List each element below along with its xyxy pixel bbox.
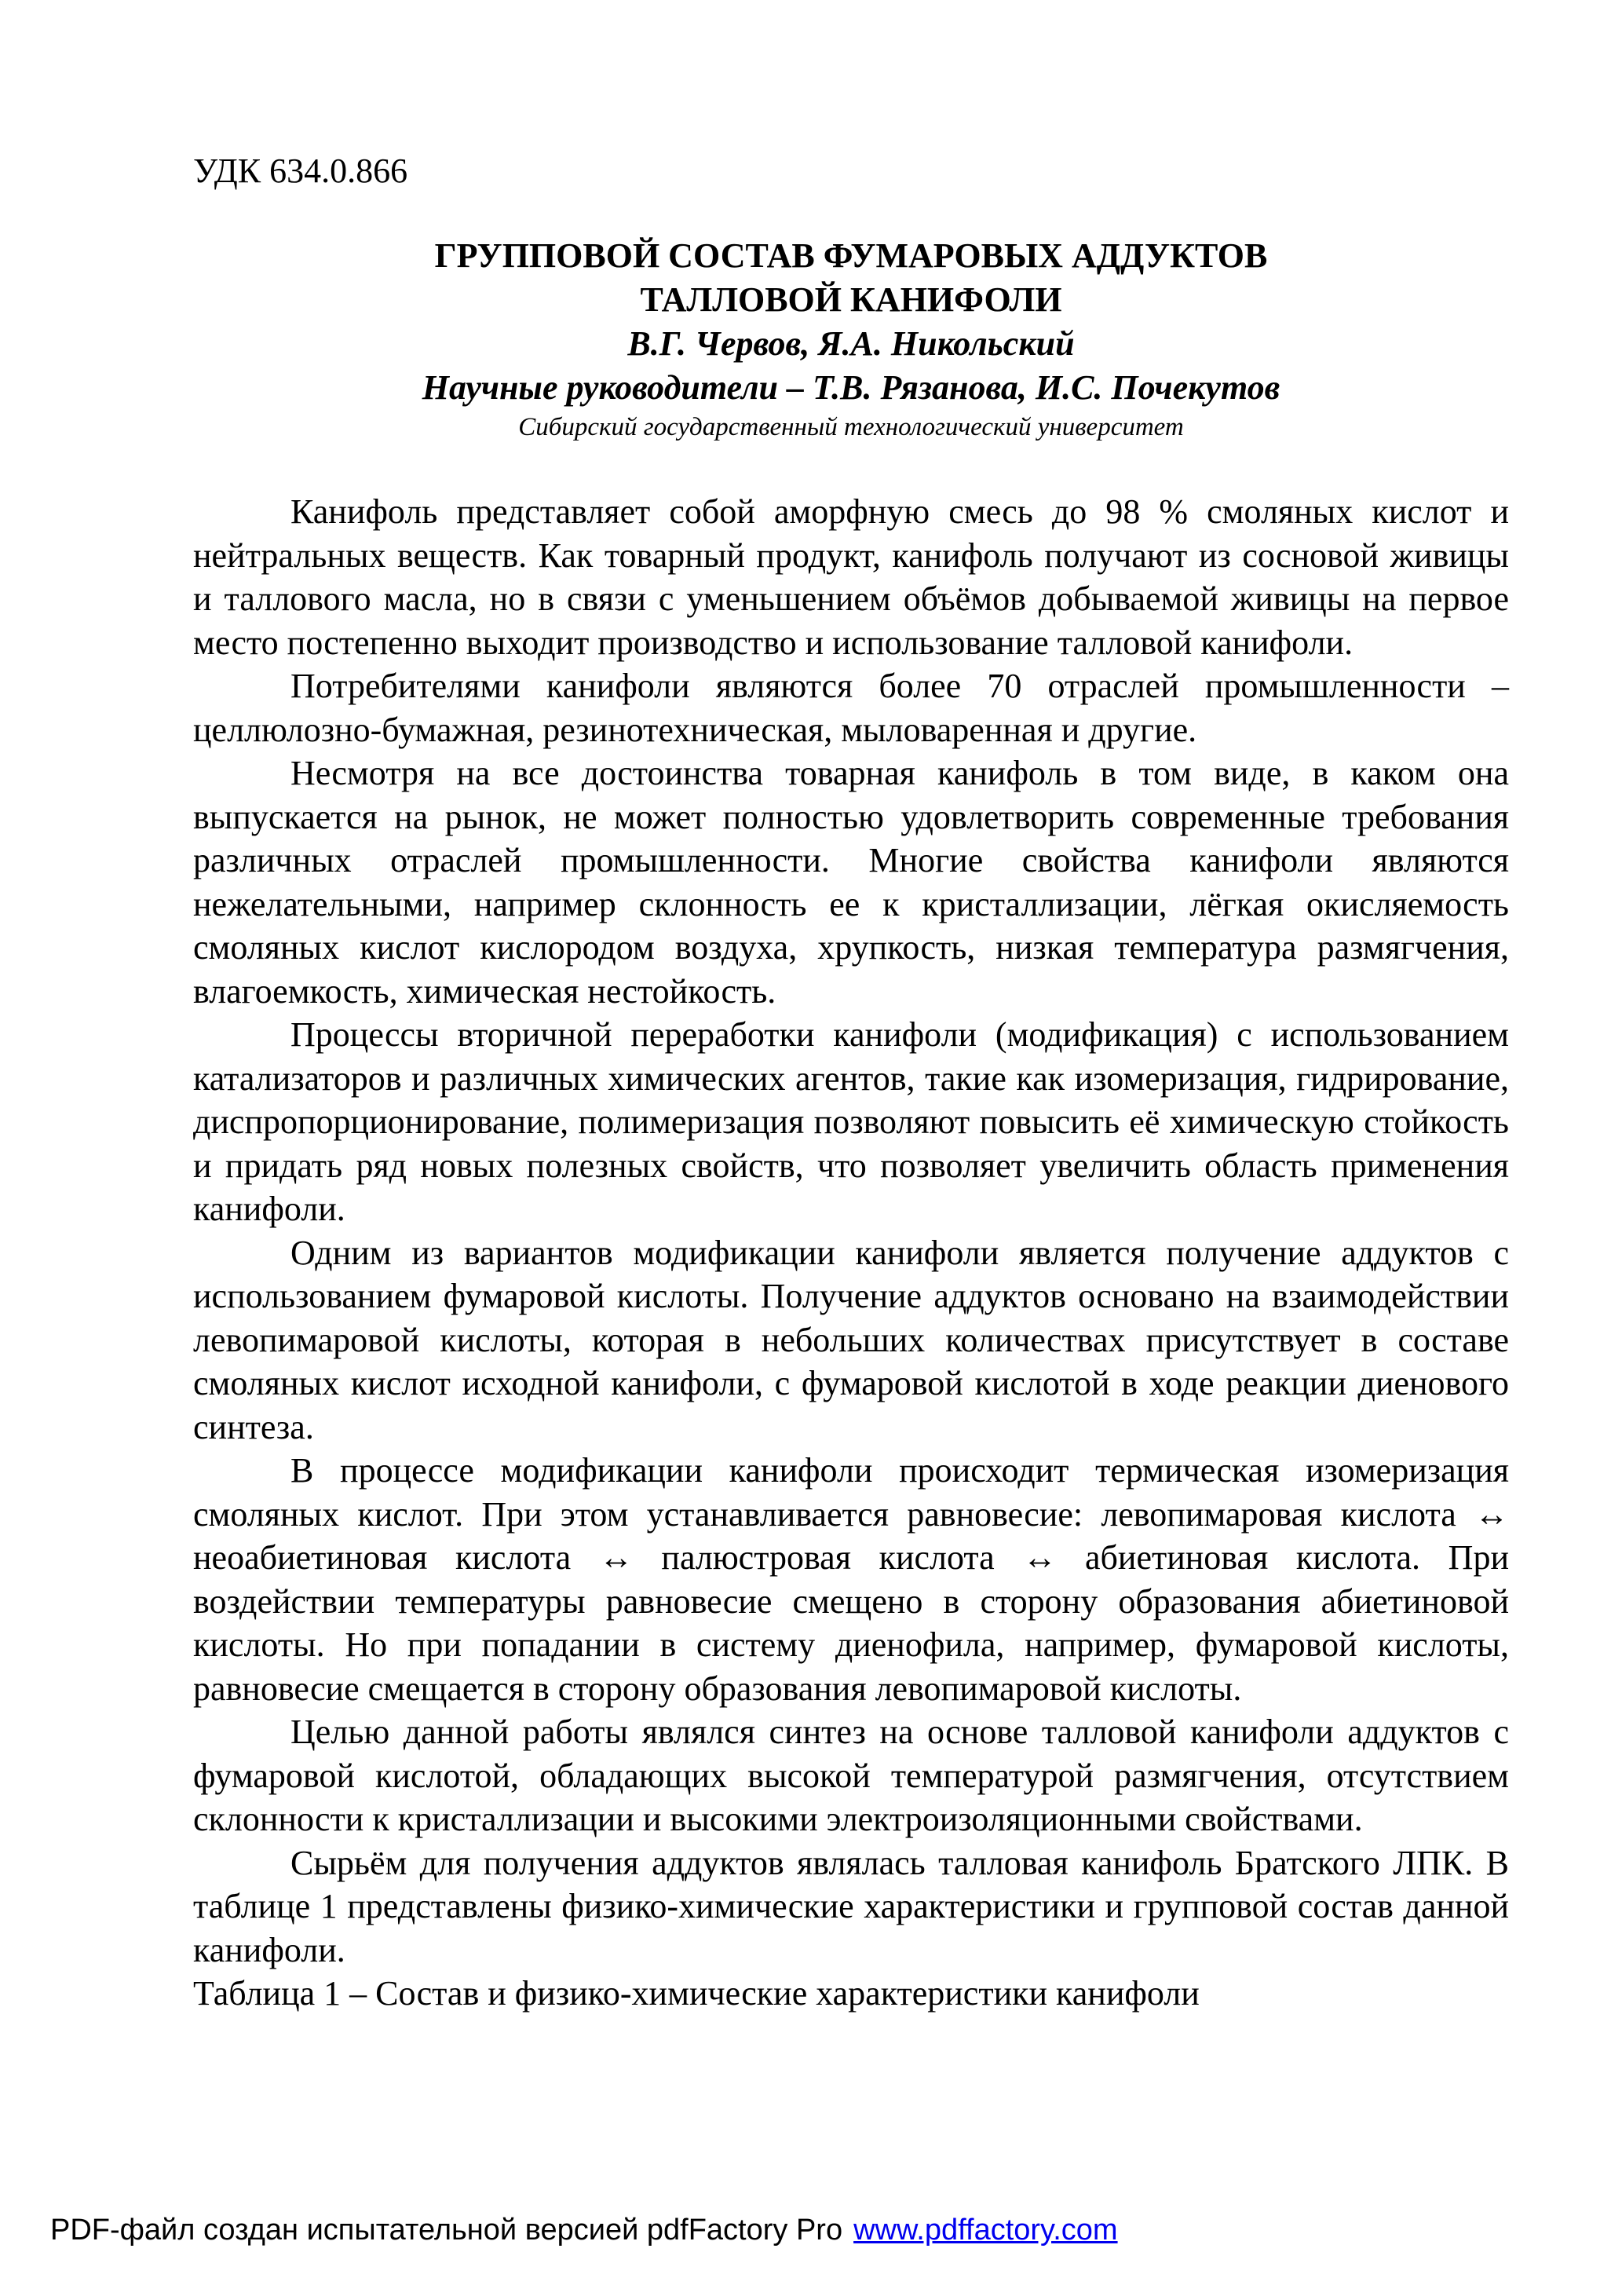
table-caption: Таблица 1 – Состав и физико-химические характеристики канифоли [193,1974,1200,2013]
supervisors: Научные руководители – Т.В. Рязанова, И.С. Почекутов [422,368,1280,407]
pdf-footer [50,2211,1118,2249]
paragraph: Потребителями канифоли являются более 70 отраслей промышленности – целлюлозно-бумажная, резинотехническая, мыловаренная и другие. [193,667,1509,749]
affiliation: Сибирский государственный технологический университет [518,413,1184,441]
footer-link[interactable]: www.pdffactory.com [853,2214,1118,2247]
paragraph: В процессе модификации канифоли происходит термическая изомеризация смоляных кислот. При этом устанавливается равновесие: левопимаровая кислота ↔ неоабиетиновая кислота ↔ палюстровая кислота ↔ абиетиновая кислота. При воздействии температуры равновесие смещено в сторону образования абиетиновой кислоты. Но при попадании в систему диенофила, например, фумаровой кислоты, равновесие смещается в сторону образования левопимаровой кислоты. [193,1451,1509,1708]
paragraph: Несмотря на все достоинства товарная канифоль в том виде, в каком она выпускается на рынок, не может полностью удовлетворить современные требования различных отраслей промышленности. Многие свойства канифоли являются нежелательными, например склонность ее к кристаллизации, лёгкая окисляемость смоляных кислот кислородом воздуха, хрупкость, низкая температура размягчения, влагоемкость, химическая нестойкость. [193,754,1509,1011]
article-header [193,234,1509,444]
udk-code: УДК 634.0.866 [193,152,408,190]
article-title-line-2: ТАЛЛОВОЙ КАНИФОЛИ [640,280,1062,319]
paragraph: Целью данной работы являлся синтез на основе талловой канифоли аддуктов с фумаровой кислотой, обладающих высокой температурой размягчения, отсутствием склонности к кристаллизации и высокими электроизоляционными свойствами. [193,1713,1509,1838]
article-body [193,490,1509,2016]
paragraph: Сырьём для получения аддуктов являлась талловая канифоль Братского ЛПК. В таблице 1 представлены физико-химические характеристики и групповой состав данной канифоли. [193,1843,1509,1969]
article-title-line-1: ГРУППОВОЙ СОСТАВ ФУМАРОВЫХ АДДУКТОВ [434,236,1268,275]
paragraph: Канифоль представляет собой аморфную смесь до 98 % смоляных кислот и нейтральных веществ. Как товарный продукт, канифоль получают из сосновой живицы и таллового масла, но в связи с уменьшением объёмов добываемой живицы на первое место постепенно выходит производство и использование талловой канифоли. [193,492,1509,662]
paragraph: Одним из вариантов модификации канифоли является получение аддуктов с использованием фумаровой кислоты. Получение аддуктов основано на взаимодействии левопимаровой кислоты, которая в небольших количествах присутствует в составе смоляных кислот исходной канифоли, с фумаровой кислотой в ходе реакции диенового синтеза. [193,1233,1509,1446]
authors: В.Г. Червов, Я.А. Никольский [627,324,1075,363]
paragraph: Процессы вторичной переработки канифоли (модификация) с использованием катализаторов и различных химических агентов, такие как изомеризация, гидрирование, диспропорционирование, полимеризация позволяют повысить её химическую стойкость и придать ряд новых полезных свойств, что позволяет увеличить область применения канифоли. [193,1015,1509,1228]
footer-text: PDF-файл создан испытательной версией pdfFactory Pro [50,2214,843,2247]
